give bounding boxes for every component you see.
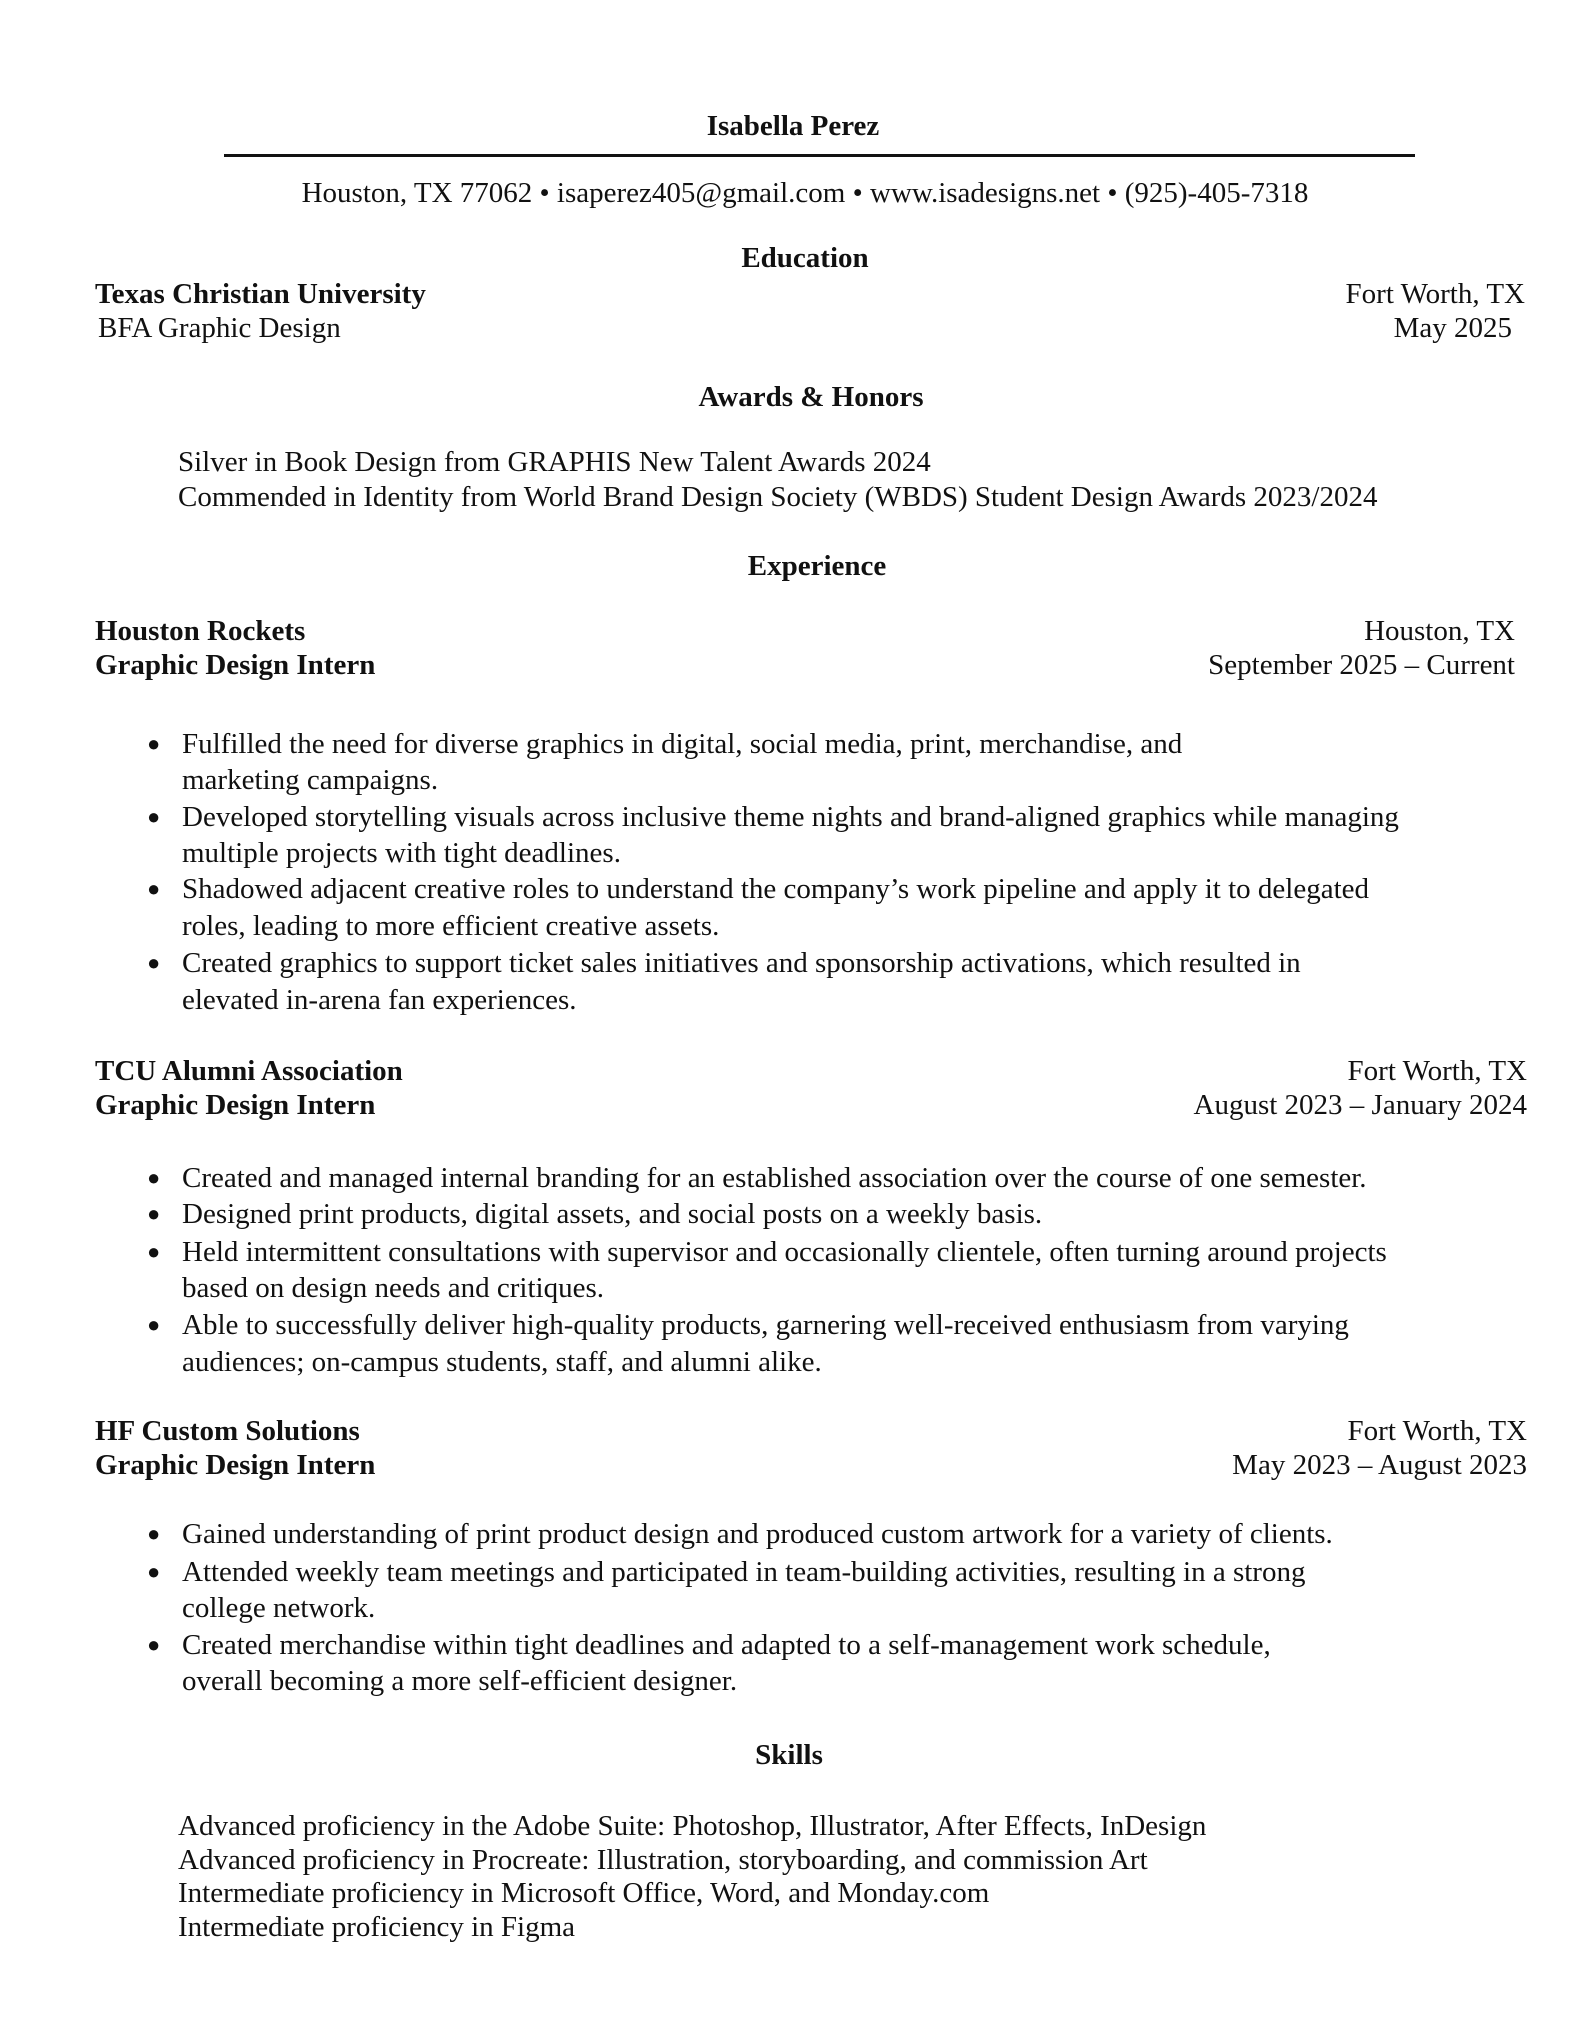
bullet-text: Developed storytelling visuals across inclusive theme nights and brand-aligned graphics while managing xyxy=(182,801,1399,833)
education-heading: Education xyxy=(741,242,869,274)
bullet-text: Created graphics to support ticket sales initiatives and sponsorship activations, which resulted in xyxy=(182,947,1301,979)
job-title: Graphic Design Intern xyxy=(95,1449,376,1481)
job-location: Fort Worth, TX xyxy=(1347,1415,1527,1447)
job-title: Graphic Design Intern xyxy=(95,1089,376,1121)
bullet-icon: ● xyxy=(147,1559,161,1584)
company-name: TCU Alumni Association xyxy=(95,1055,403,1087)
bullet-text: based on design needs and critiques. xyxy=(182,1272,605,1304)
job-title: Graphic Design Intern xyxy=(95,649,376,681)
bullet-icon: ● xyxy=(147,1165,161,1190)
bullet-icon: ● xyxy=(147,1632,161,1657)
bullet-icon: ● xyxy=(147,1239,161,1264)
graduation-date: May 2025 xyxy=(1393,312,1512,344)
school-name: Texas Christian University xyxy=(95,278,426,310)
skill-item: Intermediate proficiency in Microsoft Office, Word, and Monday.com xyxy=(178,1877,990,1909)
bullet-text: Designed print products, digital assets, and social posts on a weekly basis. xyxy=(182,1198,1043,1230)
award-item: Commended in Identity from World Brand Design Society (WBDS) Student Design Awards 2023/2024 xyxy=(178,481,1378,513)
bullet-text: marketing campaigns. xyxy=(182,764,439,796)
bullet-icon: ● xyxy=(147,804,161,829)
bullet-icon: ● xyxy=(147,950,161,975)
job-dates: May 2023 – August 2023 xyxy=(1232,1449,1527,1481)
contact-info: Houston, TX 77062 • isaperez405@gmail.com • www.isadesigns.net • (925)-405-7318 xyxy=(301,177,1309,209)
bullet-icon: ● xyxy=(147,1312,161,1337)
header-divider xyxy=(224,154,1415,157)
bullet-text: multiple projects with tight deadlines. xyxy=(182,837,621,869)
bullet-text: overall becoming a more self-efficient designer. xyxy=(182,1665,738,1697)
job-dates: August 2023 – January 2024 xyxy=(1193,1089,1527,1121)
bullet-text: Shadowed adjacent creative roles to understand the company’s work pipeline and apply it to delegated xyxy=(182,873,1370,905)
skills-heading: Skills xyxy=(755,1739,823,1771)
candidate-name: Isabella Perez xyxy=(706,110,880,142)
award-item: Silver in Book Design from GRAPHIS New Talent Awards 2024 xyxy=(178,446,931,478)
experience-heading: Experience xyxy=(747,550,887,582)
bullet-text: Gained understanding of print product design and produced custom artwork for a variety of clients. xyxy=(182,1518,1333,1550)
skill-item: Advanced proficiency in the Adobe Suite: Photoshop, Illustrator, After Effects, InDesign xyxy=(178,1810,1207,1842)
job-location: Houston, TX xyxy=(1364,615,1515,647)
skill-item: Advanced proficiency in Procreate: Illustration, storyboarding, and commission Art xyxy=(178,1844,1148,1876)
bullet-text: college network. xyxy=(182,1592,376,1624)
bullet-icon: ● xyxy=(147,1201,161,1226)
bullet-text: Fulfilled the need for diverse graphics in digital, social media, print, merchandise, and xyxy=(182,728,1183,760)
bullet-text: Created merchandise within tight deadlines and adapted to a self-management work schedule, xyxy=(182,1629,1271,1661)
company-name: HF Custom Solutions xyxy=(95,1415,360,1447)
bullet-text: Able to successfully deliver high-quality products, garnering well-received enthusiasm from varying xyxy=(182,1309,1349,1341)
bullet-text: elevated in-arena fan experiences. xyxy=(182,984,577,1016)
degree: BFA Graphic Design xyxy=(98,312,341,344)
job-dates: September 2025 – Current xyxy=(1208,649,1515,681)
bullet-text: roles, leading to more efficient creative assets. xyxy=(182,910,720,942)
bullet-text: Held intermittent consultations with supervisor and occasionally clientele, often turning around projects xyxy=(182,1236,1387,1268)
company-name: Houston Rockets xyxy=(95,615,306,647)
bullet-icon: ● xyxy=(147,731,161,756)
awards-heading: Awards & Honors xyxy=(698,381,924,413)
bullet-icon: ● xyxy=(147,876,161,901)
school-location: Fort Worth, TX xyxy=(1345,278,1525,310)
bullet-text: Created and managed internal branding for an established association over the course of one semester. xyxy=(182,1162,1367,1194)
bullet-text: Attended weekly team meetings and participated in team-building activities, resulting in a strong xyxy=(182,1556,1306,1588)
skill-item: Intermediate proficiency in Figma xyxy=(178,1911,575,1943)
bullet-text: audiences; on-campus students, staff, and alumni alike. xyxy=(182,1346,822,1378)
bullet-icon: ● xyxy=(147,1521,161,1546)
job-location: Fort Worth, TX xyxy=(1347,1055,1527,1087)
